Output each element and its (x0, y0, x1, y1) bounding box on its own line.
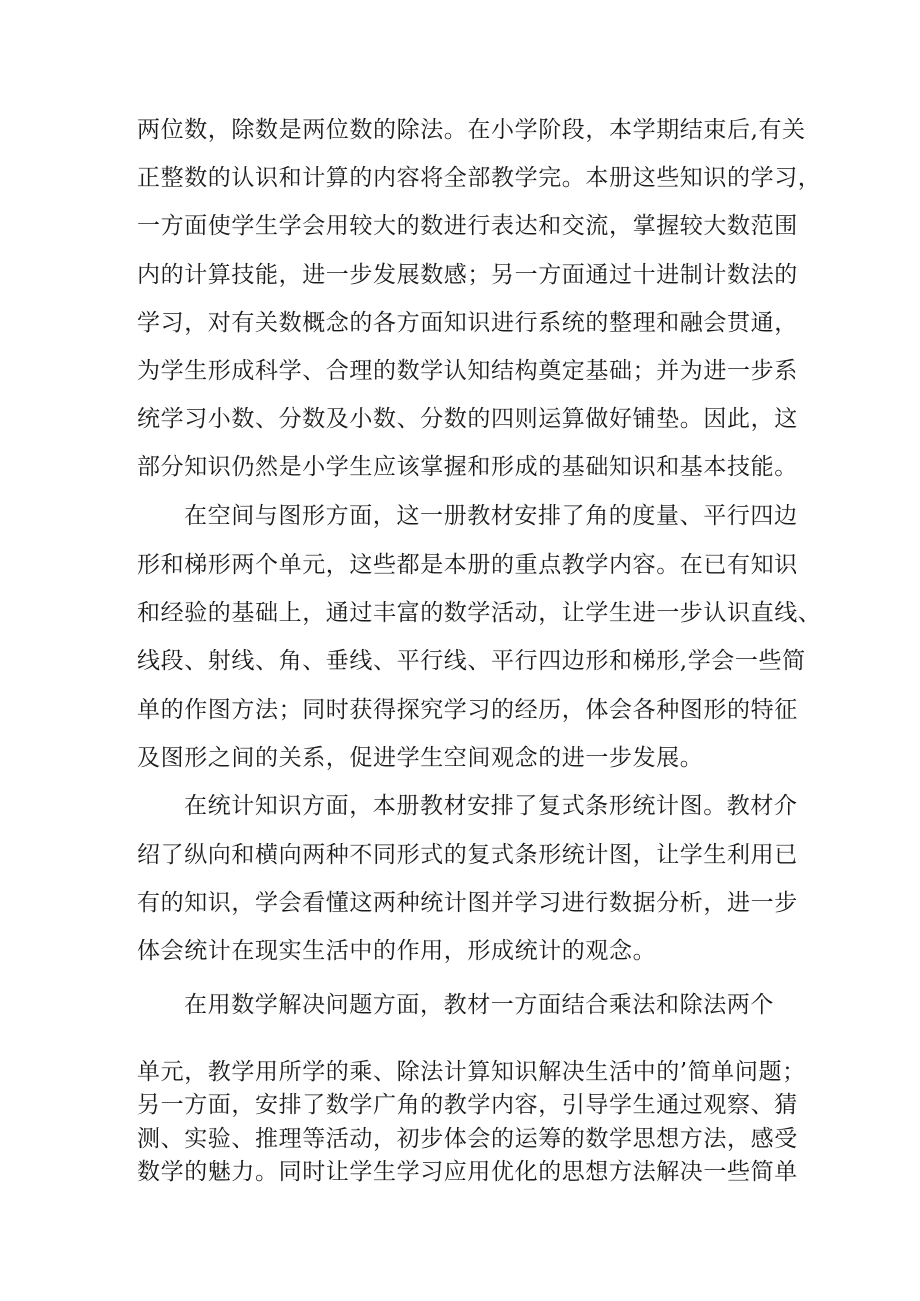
text-line: 两位数，除数是两位数的除法。在小学阶段，本学期结束后,有关 (137, 117, 806, 143)
text-line: 绍了纵向和横向两种不同形式的复式条形统计图，让学生利用已 (137, 842, 798, 868)
text-line: 为学生形成科学、合理的数学认知结构奠定基础；并为进一步系 (137, 358, 798, 384)
text-line: 体会统计在现实生活中的作用，形成统计的观念。 (137, 938, 657, 964)
text-line: 统学习小数、分数及小数、分数的四则运算做好铺垫。因此，这 (137, 406, 798, 432)
text-line: 测、实验、推理等活动，初步体会的运筹的数学思想方法，感受 (137, 1126, 798, 1152)
text-line: 一方面使学生学会用较大的数进行表达和交流，掌握较大数范围 (137, 213, 798, 239)
text-line: 正整数的认识和计算的内容将全部教学完。本册这些知识的学习， (137, 165, 822, 191)
text-line: 内的计算技能，进一步发展数感；另一方面通过十进制计数法的 (137, 262, 798, 288)
text-line: 在统计知识方面，本册教材安排了复式条形统计图。教材介 (184, 793, 798, 819)
text-line: 数学的魅力。同时让学生学习应用优化的思想方法解决一些简单 (137, 1159, 798, 1185)
text-line: 单的作图方法；同时获得探究学习的经历，体会各种图形的特征 (137, 697, 798, 723)
text-line: 部分知识仍然是小学生应该掌握和形成的基础知识和基本技能。 (137, 454, 798, 480)
text-line: 学习，对有关数概念的各方面知识进行系统的整理和融会贯通， (137, 310, 798, 336)
text-line: 另一方面，安排了数学广角的教学内容，引导学生通过观察、猜 (137, 1092, 798, 1118)
text-line: 线段、射线、角、垂线、平行线、平行四边形和梯形,学会一些简 (137, 648, 806, 674)
text-line: 在用数学解决问题方面，教材一方面结合乘法和除法两个 (184, 992, 774, 1018)
text-line: 有的知识，学会看懂这两种统计图并学习进行数据分析，进一步 (137, 890, 798, 916)
text-line: 及图形之间的关系，促进学生空间观念的进一步发展。 (137, 745, 704, 771)
text-line: 和经验的基础上，通过丰富的数学活动，让学生进一步认识直线、 (137, 600, 822, 626)
text-line: 单元，教学用所学的乘、除法计算知识解决生活中的’简单问题； (137, 1059, 806, 1085)
text-line: 在空间与图形方面，这一册教材安排了角的度量、平行四边 (184, 503, 798, 529)
text-line: 形和梯形两个单元，这些都是本册的重点教学内容。在已有知识 (137, 552, 798, 578)
